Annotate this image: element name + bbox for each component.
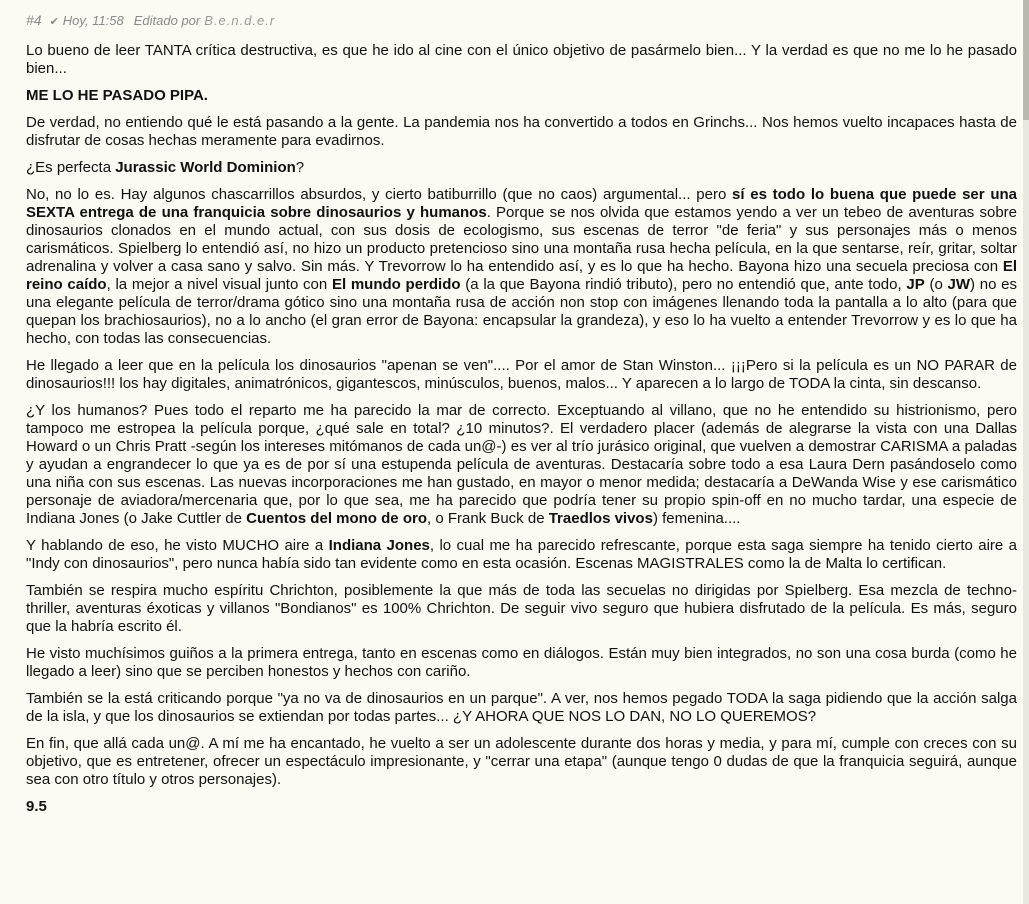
scrollbar-thumb[interactable] (1023, 0, 1029, 120)
bold-text: Traedlos vivos (548, 510, 653, 527)
post-paragraph (26, 186, 1017, 348)
text-run: He llegado a leer que en la película los dinosaurios "apenan se ven".... Por el amor de Stan Winston... ¡¡¡Pero si la película es un NO PARAR de dinosaurios!!! los hay digitales, animatrónicos, gigantescos, minúsculos, buenos, malos... Y aparecen a lo largo de TODA la cinta, sin descanso. (26, 357, 1017, 392)
text-run: ¿Y los humanos? Pues todo el reparto me ha parecido la mar de correcto. Exceptuando al villano, que no he entendido su histrionismo, pero tampoco me estropea la película porque, ¿qué sale en total? ¿10 minutos?. El verdadero placer (además de alegrarse la vista con una Dallas Howard o un Chris Pratt -según los intereses mitómanos de cada un@-) es ver al trío jurásico original, que vuelven a demostrar CARISMA a paladas y ayudan a engrandecer lo que ya es de por sí una estupenda película de aventuras. Destacaría sobre todo a esa Laura Dern pasándoselo como una niña con sus escenas. Las nuevas incorporaciones me han gustado, en mayor o menor medida; destacaría a DeWanda Wise y ese carismático personaje de aviadora/mercenaria que, por lo que sea, me ha parecido que podría tener su propio spin-off en no mucho tardar, una especie de Indiana Jones (o Jake Cuttler de (26, 402, 1017, 527)
scrollbar[interactable] (1023, 0, 1029, 904)
bold-text: El reino caído (26, 258, 1017, 293)
text-run: ¿Es perfecta (26, 159, 116, 176)
post-paragraph (26, 582, 1017, 636)
bold-text: Indiana Jones (328, 537, 430, 554)
post-paragraph (26, 42, 1017, 78)
text-run: , lo cual me ha parecido refrescante, porque esta saga siempre ha tenido cierto aire a "Indy con dinosaurios", pero nunca había sido tan evidente como en esta ocasión. Escenas MAGISTRALES como la de Malta lo certifican. (26, 537, 1017, 572)
text-run: ) femenina.... (652, 510, 741, 527)
bold-text: JP (906, 276, 925, 293)
post-paragraph (26, 645, 1017, 681)
post-paragraph (26, 159, 1017, 177)
post-paragraph (26, 357, 1017, 393)
post-paragraph (26, 537, 1017, 573)
text-run: De verdad, no entiendo qué le está pasando a la gente. La pandemia nos ha convertido a todos en Grinchs... Nos hemos vuelto incapaces hasta de disfrutar de cosas hechas meramente para evadirnos. (26, 114, 1017, 149)
post-paragraph (26, 735, 1017, 789)
post-body (26, 42, 1017, 825)
check-clock-icon: ✔ (49, 16, 59, 28)
text-run: He visto muchísimos guiños a la primera entrega, tanto en escenas como en diálogos. Están muy bien integrados, no son una cosa burda (como he llegado a leer) sino que se perciben honestos y hechos con cariño. (26, 645, 1017, 680)
bold-text: Cuentos del mono de oro (246, 510, 427, 527)
text-run: ) no es una elegante película de terror/drama gótico sino una montaña rusa de acción non stop con imágenes llenando toda la pantalla a lo alto (para que quepan los brachiosaurios), no a lo ancho (el gran error de Bayona: encapsular la grandeza), y eso lo ha vuelto a entender Trevorrow y es lo que ha hecho, con todas las consecuencias. (26, 276, 1017, 347)
post-paragraph (26, 87, 1017, 105)
post-paragraph (26, 402, 1017, 528)
text-run: En fin, que allá cada un@. A mí me ha encantado, he vuelto a ser un adolescente durante dos horas y media, y para mí, cumple con creces con su objetivo, que es entretener, ofrecer un espectáculo impresionante, y "cerrar una etapa" (aunque tengo 0 dudas de que la franquicia seguirá, aunque sea con otro título y otros personajes). (26, 735, 1017, 788)
bold-text: ME LO HE PASADO PIPA. (26, 87, 208, 104)
post-paragraph (26, 114, 1017, 150)
editor-name: B.e.n.d.e.r (204, 13, 276, 28)
post-paragraph (26, 798, 1017, 816)
text-run: También se la está criticando porque "ya no va de dinosaurios en un parque". A ver, nos hemos pegado TODA la saga pidiendo que la acción salga de la isla, y que los dinosaurios se extiendan por todas partes... ¿Y AHORA QUE NOS LO DAN, NO LO QUEREMOS? (26, 690, 1017, 725)
text-run: . Porque se nos olvida que estamos yendo a ver un tebeo de aventuras sobre dinosaurios clonados en el mundo actual, con sus dosis de ecologismo, sus escenas de terror "de feria" y sus personajes más o menos carismáticos. Spielberg lo entendió así, no hizo un producto pretencioso sino una montaña rusa hecha película, en la que sentarse, reír, gritar, soltar adrenalina y volver a casa sano y salvo. Sin más. Y Trevorrow lo ha entendido así, y es lo que ha hecho. Bayona hizo una secuela preciosa con (26, 204, 1018, 275)
post-date: Hoy, 11:58 (62, 13, 124, 28)
post-paragraph (26, 690, 1017, 726)
post-header (26, 12, 275, 28)
bold-text: El mundo perdido (331, 276, 461, 293)
bold-text: JW (947, 276, 971, 293)
post-number-link[interactable]: #4 (26, 12, 42, 28)
bold-text: Jurassic World Dominion (115, 159, 296, 176)
text-run: Y hablando de eso, he visto MUCHO aire a (26, 537, 329, 554)
text-run: También se respira mucho espíritu Chrichton, posiblemente la que más de toda las secuelas no dirigidas por Spielberg. Esa mezcla de techno-thriller, aventuras éxoticas y villanos "Bondianos" es 100% Chrichton. De seguir vivo seguro que hubiera disfrutado de la película. Es más, seguro que la habría escrito él. (26, 582, 1017, 635)
text-run: , la mejor a nivel visual junto con (106, 276, 332, 293)
bold-text: sí es todo lo buena que puede ser una SEXTA entrega de una franquicia sobre dinosaurios y humanos (26, 186, 1017, 221)
text-run: , o Frank Buck de (426, 510, 549, 527)
edited-label: Editado por (133, 13, 201, 28)
text-run: (o (924, 276, 948, 293)
text-run: ? (295, 159, 305, 176)
bold-text: 9.5 (26, 798, 47, 815)
text-run: Lo bueno de leer TANTA crítica destructiva, es que he ido al cine con el único objetivo de pasármelo bien... Y la verdad es que no me lo he pasado bien... (26, 42, 1017, 77)
text-run: (a la que Bayona rindió tributo), pero no entendió que, ante todo, (460, 276, 907, 293)
text-run: No, no lo es. Hay algunos chascarrillos absurdos, y cierto batiburrillo (que no caos) argumental... pero (26, 186, 733, 203)
